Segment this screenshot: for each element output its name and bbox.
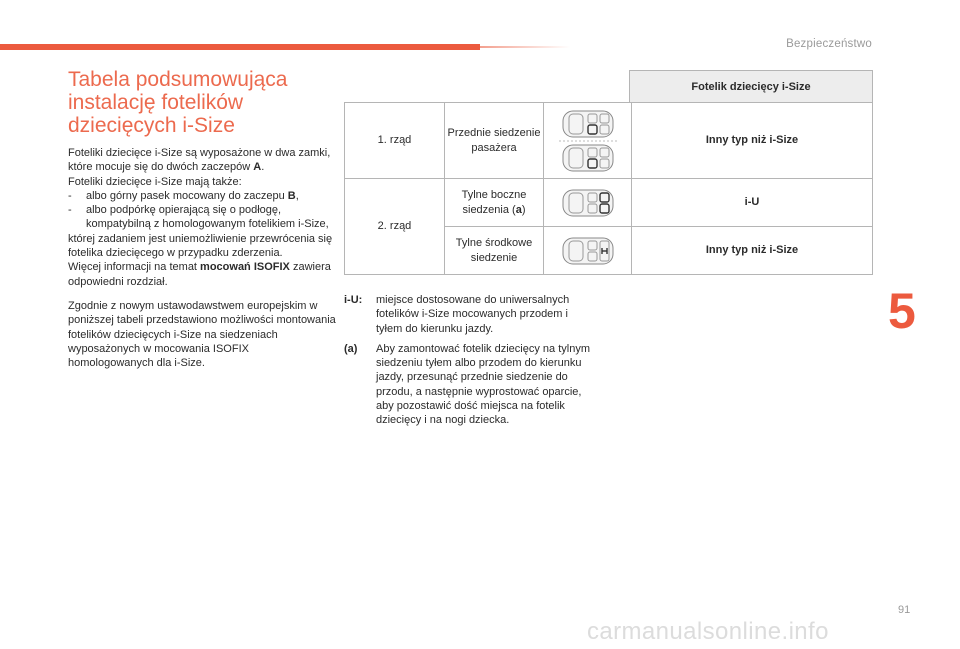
text: albo górny pasek mocowany do zaczepu bbox=[86, 189, 288, 202]
top-accent-bar bbox=[0, 44, 480, 50]
list-item bbox=[68, 189, 336, 203]
purpose-paragraph: której zadaniem jest uniemożliwienie przewrócenia się fotelika dziecięcego w przypadku zderzenia. bbox=[68, 232, 333, 260]
page-number: 91 bbox=[898, 604, 911, 616]
table-notes bbox=[344, 293, 594, 434]
row-label: 2. rząd bbox=[345, 179, 445, 275]
car-diagram-rear-side bbox=[544, 179, 632, 227]
page-title: Tabela podsumowująca instalację fotelików dziecięcych i-Size bbox=[68, 68, 288, 137]
text: Foteliki dziecięce i-Size są wyposażone w dwa zamki, które mocuje się do dwóch zaczepów bbox=[68, 147, 331, 174]
isize-table bbox=[344, 102, 873, 275]
table-header: Fotelik dziecięcy i-Size bbox=[629, 70, 873, 103]
note-item bbox=[344, 293, 594, 336]
watermark: carmanualsonline.info bbox=[587, 618, 829, 645]
seat-label bbox=[445, 179, 544, 227]
top-accent-fade bbox=[480, 46, 570, 48]
anchor-ref-b: B bbox=[287, 189, 296, 202]
note-text: Aby zamontować fotelik dziecięcy na tylnym siedzeniu tyłem albo przodem do kierunku jazdy, przesunąć przednie siedzenie do przodu, a następnie wyprostować oparcie, aby pozostawić dość miejsca na fotelik dziecięcy i na nogi dziecka. bbox=[376, 342, 590, 427]
dash-bullet: - bbox=[68, 204, 72, 217]
section-label: Bezpieczeństwo bbox=[786, 38, 872, 50]
anchor-ref-a: A bbox=[253, 161, 262, 174]
dash-bullet: - bbox=[68, 189, 72, 202]
list-item bbox=[68, 203, 336, 232]
text: ) bbox=[521, 203, 526, 216]
table-row bbox=[345, 103, 873, 179]
intro-text bbox=[68, 146, 336, 370]
car-front-seat-icon bbox=[555, 107, 621, 175]
also-paragraph: Foteliki dziecięce i-Size mają także: bbox=[68, 175, 242, 188]
text: . bbox=[261, 161, 265, 174]
text: Więcej informacji na temat bbox=[68, 261, 201, 274]
list-item-text: albo podpórkę opierającą się o podłogę, kompatybilną z homologowanym fotelikiem i-Size, bbox=[86, 204, 329, 231]
text: , bbox=[295, 189, 299, 202]
footnote-ref: a bbox=[515, 203, 522, 216]
list-item-text bbox=[86, 189, 299, 203]
row-value: Inny typ niż i-Size bbox=[632, 227, 873, 275]
note-key: (a) bbox=[344, 342, 358, 355]
row-value: Inny typ niż i-Size bbox=[632, 103, 873, 179]
car-diagram-rear-center bbox=[544, 227, 632, 275]
seat-label: Tylne środkowe siedzenie bbox=[445, 227, 544, 275]
note-text: miejsce dostosowane do uniwersalnych fotelików i-Size mocowanych przodem i tyłem do kierunku jazdy. bbox=[376, 294, 570, 335]
text: Tylne boczne siedzenia ( bbox=[461, 189, 527, 216]
car-rear-side-seat-icon bbox=[555, 186, 621, 220]
car-diagram-front bbox=[544, 103, 632, 179]
row-value: i-U bbox=[632, 179, 873, 227]
table-row bbox=[345, 179, 873, 227]
legislation-paragraph: Zgodnie z nowym ustawodawstwem europejskim w poniższej tabeli przedstawiono możliwości montowania fotelików dziecięcych i-Size na siedzeniach wyposażonych w mocowania ISOFIX homologowanych dla i-Size. bbox=[68, 299, 336, 370]
row-label: 1. rząd bbox=[345, 103, 445, 179]
intro-paragraph bbox=[68, 146, 336, 175]
note-item bbox=[344, 342, 594, 428]
seat-label: Przednie siedzenie pasażera bbox=[445, 103, 544, 179]
note-key: i-U: bbox=[344, 294, 363, 306]
isofix-ref: mocowań ISOFIX bbox=[200, 261, 290, 274]
chapter-number: 5 bbox=[888, 283, 916, 339]
more-info-paragraph bbox=[68, 260, 336, 289]
text: zawiera odpowiedni rozdział. bbox=[68, 261, 331, 288]
car-rear-center-seat-icon bbox=[555, 234, 621, 268]
